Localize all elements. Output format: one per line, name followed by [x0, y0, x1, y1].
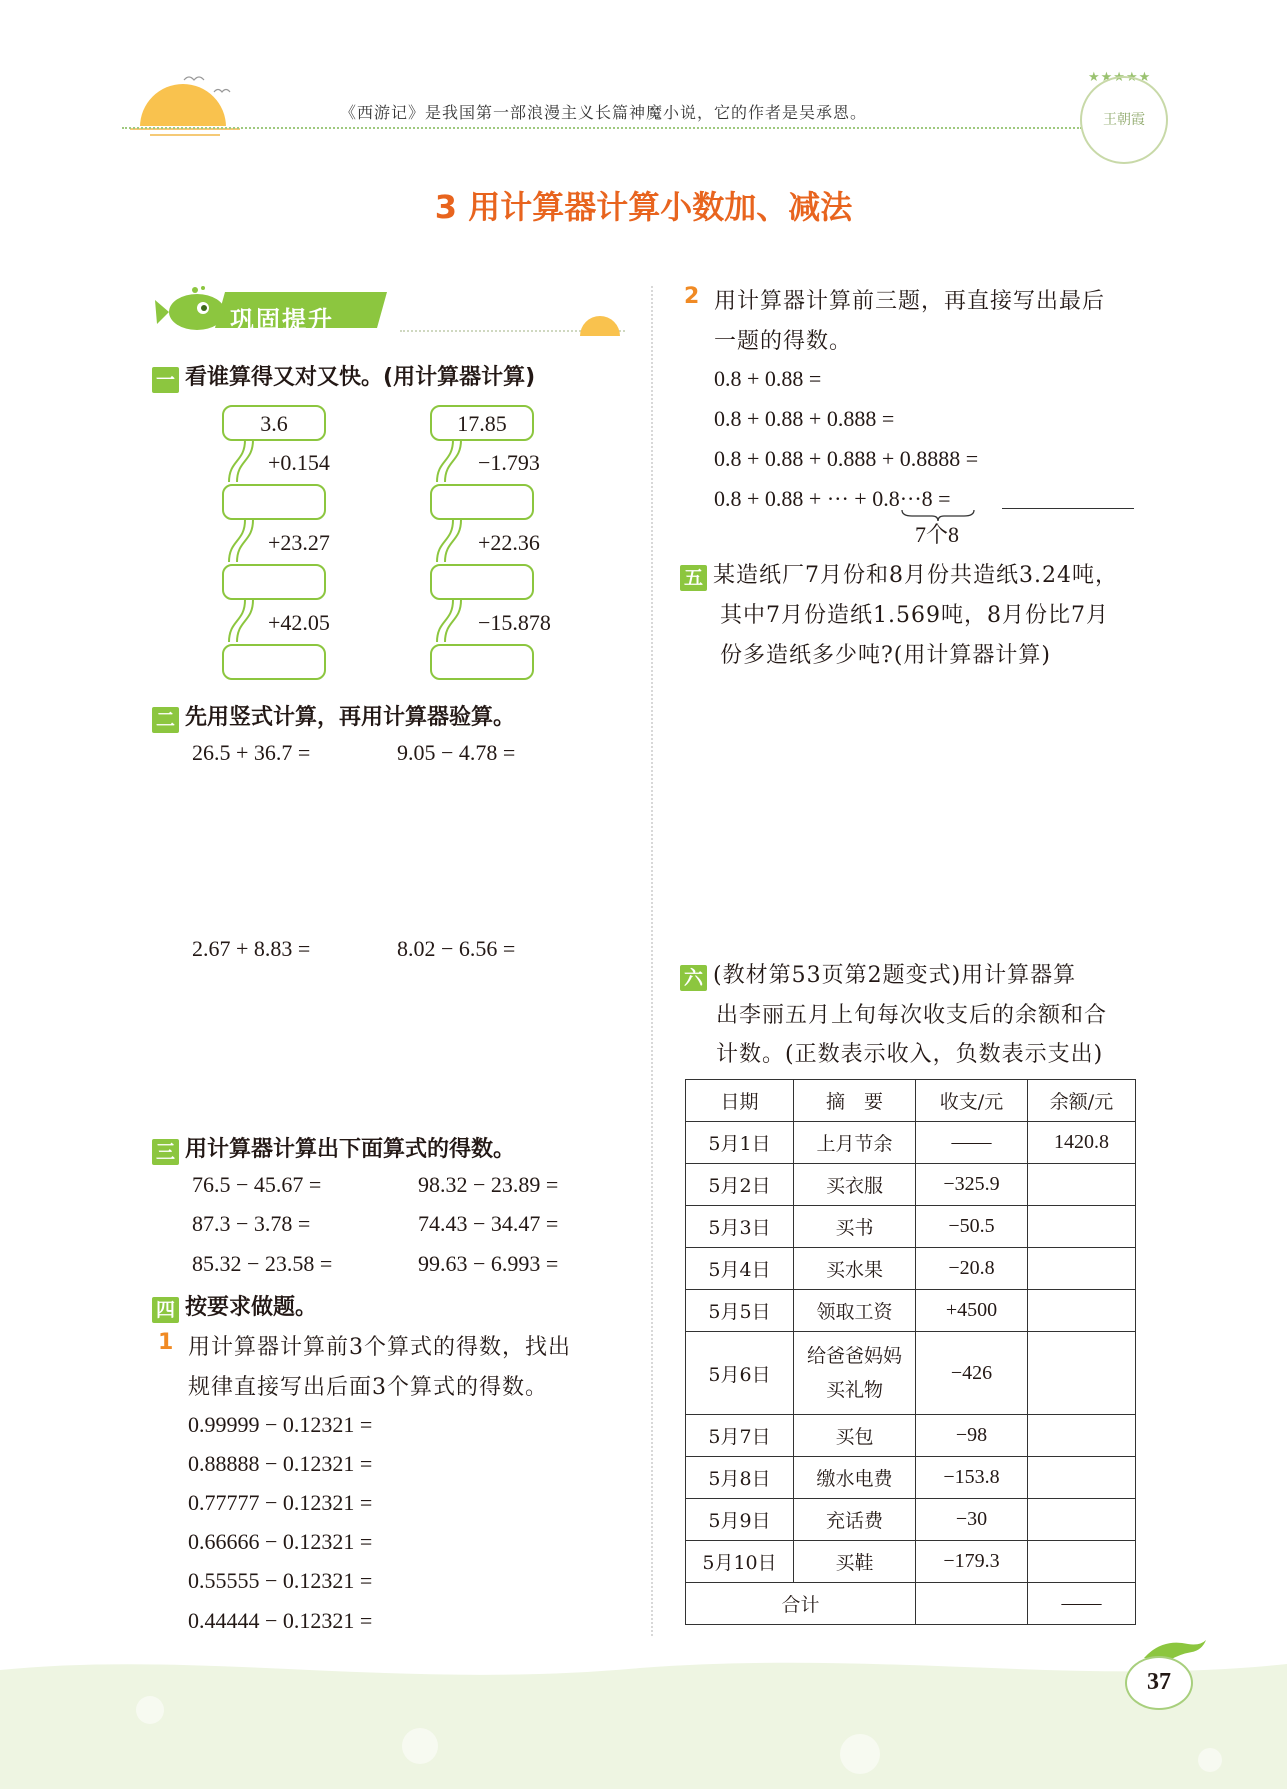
- chain-operation: −15.878: [478, 610, 551, 635]
- amount-cell: −426: [916, 1332, 1028, 1415]
- amount-cell: −20.8: [916, 1248, 1028, 1290]
- chain-connector: [433, 440, 463, 482]
- header-quote: 《西游记》是我国第一部浪漫主义长篇神魔小说，它的作者是吴承恩。: [340, 103, 868, 122]
- item-cell: 买包: [794, 1415, 916, 1457]
- item-cell: 缴水电费: [794, 1457, 916, 1499]
- amount-cell: ——: [916, 1122, 1028, 1164]
- table-row: [686, 1248, 1136, 1290]
- q4-sub1-line: 用计算器计算前3个算式的得数，找出: [188, 1335, 571, 1360]
- stars-icon: ★★★★★: [1088, 70, 1152, 85]
- chain-connector: [433, 520, 463, 562]
- column-divider: [651, 286, 653, 1636]
- expression: 8.02 − 6.56 =: [397, 936, 516, 961]
- chain-connector: [225, 600, 255, 642]
- balance-cell[interactable]: [1028, 1541, 1136, 1583]
- brace-label: 7个8: [915, 522, 960, 547]
- balance-cell[interactable]: [1028, 1206, 1136, 1248]
- amount-cell: +4500: [916, 1290, 1028, 1332]
- amount-cell: −325.9: [916, 1164, 1028, 1206]
- date-cell: 5月4日: [686, 1248, 794, 1290]
- item-cell: 给爸爸妈妈买礼物: [794, 1332, 916, 1415]
- table-row: [686, 1499, 1136, 1541]
- chain-start-box: 3.6: [222, 405, 326, 441]
- date-cell: 5月8日: [686, 1457, 794, 1499]
- item-cell: 买鞋: [794, 1541, 916, 1583]
- item-cell: 上月节余: [794, 1122, 916, 1164]
- amount-cell: −153.8: [916, 1457, 1028, 1499]
- q1-badge: 一: [152, 367, 179, 393]
- expression: 0.77777 − 0.12321 =: [188, 1490, 373, 1515]
- ledger-table: [685, 1079, 1136, 1625]
- q4-heading: [152, 1290, 317, 1323]
- item-cell: 买水果: [794, 1248, 916, 1290]
- expression: 76.5 − 45.67 =: [192, 1172, 322, 1197]
- expression: 85.32 − 23.58 =: [192, 1251, 333, 1276]
- expression: 0.44444 − 0.12321 =: [188, 1608, 373, 1633]
- q6-badge: 六: [680, 965, 707, 991]
- answer-blank[interactable]: [1002, 508, 1134, 509]
- bird-icon: [180, 70, 240, 100]
- balance-cell[interactable]: [1028, 1290, 1136, 1332]
- balance-cell: 1420.8: [1028, 1122, 1136, 1164]
- balance-cell[interactable]: [1028, 1457, 1136, 1499]
- chain-start-box: 17.85: [430, 405, 534, 441]
- chain-operation: +0.154: [268, 450, 330, 475]
- table-row: [686, 1415, 1136, 1457]
- date-cell: 5月10日: [686, 1541, 794, 1583]
- table-row: [686, 1290, 1136, 1332]
- table-row: [686, 1206, 1136, 1248]
- q2-badge: 二: [152, 707, 179, 733]
- expression: 2.67 + 8.83 =: [192, 936, 311, 961]
- chain-answer-box[interactable]: [430, 564, 534, 600]
- q5-heading: [680, 558, 1118, 591]
- q4-sub1-number: 1: [158, 1330, 174, 1355]
- date-cell: 5月6日: [686, 1332, 794, 1415]
- balance-cell[interactable]: [1028, 1499, 1136, 1541]
- column-header-amount: 收支/元: [916, 1080, 1028, 1122]
- table-total-row: [686, 1583, 1136, 1625]
- q5-badge: 五: [680, 565, 707, 591]
- balance-cell[interactable]: [1028, 1415, 1136, 1457]
- q5-line: 份多造纸多少吨?(用计算器计算): [720, 643, 1051, 668]
- q4-badge: 四: [152, 1297, 179, 1323]
- item-cell: 买书: [794, 1206, 916, 1248]
- expression: 9.05 − 4.78 =: [397, 740, 516, 765]
- expression: 0.66666 − 0.12321 =: [188, 1529, 373, 1554]
- expression: 26.5 + 36.7 =: [192, 740, 311, 765]
- q4-title: 按要求做题。: [185, 1295, 318, 1320]
- chain-operation: +42.05: [268, 610, 330, 635]
- expression: 99.63 − 6.993 =: [418, 1251, 559, 1276]
- date-cell: 5月2日: [686, 1164, 794, 1206]
- item-cell: 买衣服: [794, 1164, 916, 1206]
- total-amount-cell[interactable]: [916, 1583, 1028, 1625]
- item-cell: 充话费: [794, 1499, 916, 1541]
- expression: 0.8 + 0.88 =: [714, 366, 822, 391]
- expression: 0.8 + 0.88 + ··· + 0.8···8 =: [714, 486, 951, 511]
- footer-wave-decoration: [0, 1650, 1287, 1789]
- table-row: [686, 1457, 1136, 1499]
- expression: 0.8 + 0.88 + 0.888 + 0.8888 =: [714, 446, 979, 471]
- q4-sub1-line: 规律直接写出后面3个算式的得数。: [188, 1375, 548, 1400]
- q3-badge: 三: [152, 1139, 179, 1165]
- date-cell: 5月9日: [686, 1499, 794, 1541]
- chain-operation: +23.27: [268, 530, 330, 555]
- q6-line: 计数。(正数表示收入，负数表示支出): [716, 1042, 1104, 1067]
- table-row: [686, 1164, 1136, 1206]
- chain-answer-box[interactable]: [222, 644, 326, 680]
- page-number: 37: [1125, 1656, 1193, 1710]
- q5-line: 其中7月份造纸1.569吨，8月份比7月: [720, 603, 1109, 628]
- expression: 0.99999 − 0.12321 =: [188, 1412, 373, 1437]
- section-banner-title: 巩固提升: [230, 306, 334, 334]
- column-header-balance: 余额/元: [1028, 1080, 1136, 1122]
- expression: 98.32 − 23.89 =: [418, 1172, 559, 1197]
- chain-answer-box[interactable]: [430, 644, 534, 680]
- balance-cell[interactable]: [1028, 1332, 1136, 1415]
- date-cell: 5月7日: [686, 1415, 794, 1457]
- date-cell: 5月1日: [686, 1122, 794, 1164]
- table-row: [686, 1122, 1136, 1164]
- total-label-cell: 合计: [686, 1583, 916, 1625]
- chain-answer-box[interactable]: [222, 564, 326, 600]
- q2-title: 先用竖式计算，再用计算器验算。: [185, 705, 516, 730]
- amount-cell: −98: [916, 1415, 1028, 1457]
- column-header-date: 日期: [686, 1080, 794, 1122]
- total-balance-cell: ——: [1028, 1583, 1136, 1625]
- table-row: [686, 1541, 1136, 1583]
- q3-heading: [152, 1132, 515, 1165]
- chain-answer-box[interactable]: [430, 484, 534, 520]
- date-cell: 5月3日: [686, 1206, 794, 1248]
- q3-title: 用计算器计算出下面算式的得数。: [185, 1137, 516, 1162]
- table-row: [686, 1332, 1136, 1415]
- chain-answer-box[interactable]: [222, 484, 326, 520]
- date-cell: 5月5日: [686, 1290, 794, 1332]
- balance-cell[interactable]: [1028, 1248, 1136, 1290]
- balance-cell[interactable]: [1028, 1164, 1136, 1206]
- q5-line: 某造纸厂7月份和8月份共造纸3.24吨，: [713, 563, 1118, 588]
- table-header-row: [686, 1080, 1136, 1122]
- chain-connector: [225, 520, 255, 562]
- q6-line: 出李丽五月上旬每次收支后的余额和合: [716, 1003, 1108, 1028]
- small-sun-decoration: [580, 314, 620, 336]
- expression: 0.8 + 0.88 + 0.888 =: [714, 406, 895, 431]
- chain-operation: −1.793: [478, 450, 540, 475]
- chain-connector: [433, 600, 463, 642]
- chain-connector: [225, 440, 255, 482]
- header-divider: [122, 127, 1082, 129]
- q4-sub2-line: 一题的得数。: [714, 329, 853, 354]
- q1-heading: [152, 360, 535, 393]
- q1-title: 看谁算得又对又快。(用计算器计算): [185, 365, 536, 390]
- q2-heading: [152, 700, 515, 733]
- q4-sub2-number: 2: [684, 284, 700, 309]
- chain-operation: +22.36: [478, 530, 540, 555]
- lesson-title: 3 用计算器计算小数加、减法: [434, 188, 853, 226]
- expression: 74.43 − 34.47 =: [418, 1211, 559, 1236]
- expression: 0.88888 − 0.12321 =: [188, 1451, 373, 1476]
- expression: 0.55555 − 0.12321 =: [188, 1568, 373, 1593]
- q6-heading: [680, 958, 1076, 991]
- q4-sub2-line: 用计算器计算前三题，再直接写出最后: [714, 289, 1106, 314]
- brand-badge: 王朝霞: [1080, 76, 1168, 164]
- q6-line: (教材第53页第2题变式)用计算器算: [713, 963, 1077, 988]
- amount-cell: −50.5: [916, 1206, 1028, 1248]
- amount-cell: −30: [916, 1499, 1028, 1541]
- expression: 87.3 − 3.78 =: [192, 1211, 311, 1236]
- item-cell: 领取工资: [794, 1290, 916, 1332]
- amount-cell: −179.3: [916, 1541, 1028, 1583]
- column-header-item: 摘 要: [794, 1080, 916, 1122]
